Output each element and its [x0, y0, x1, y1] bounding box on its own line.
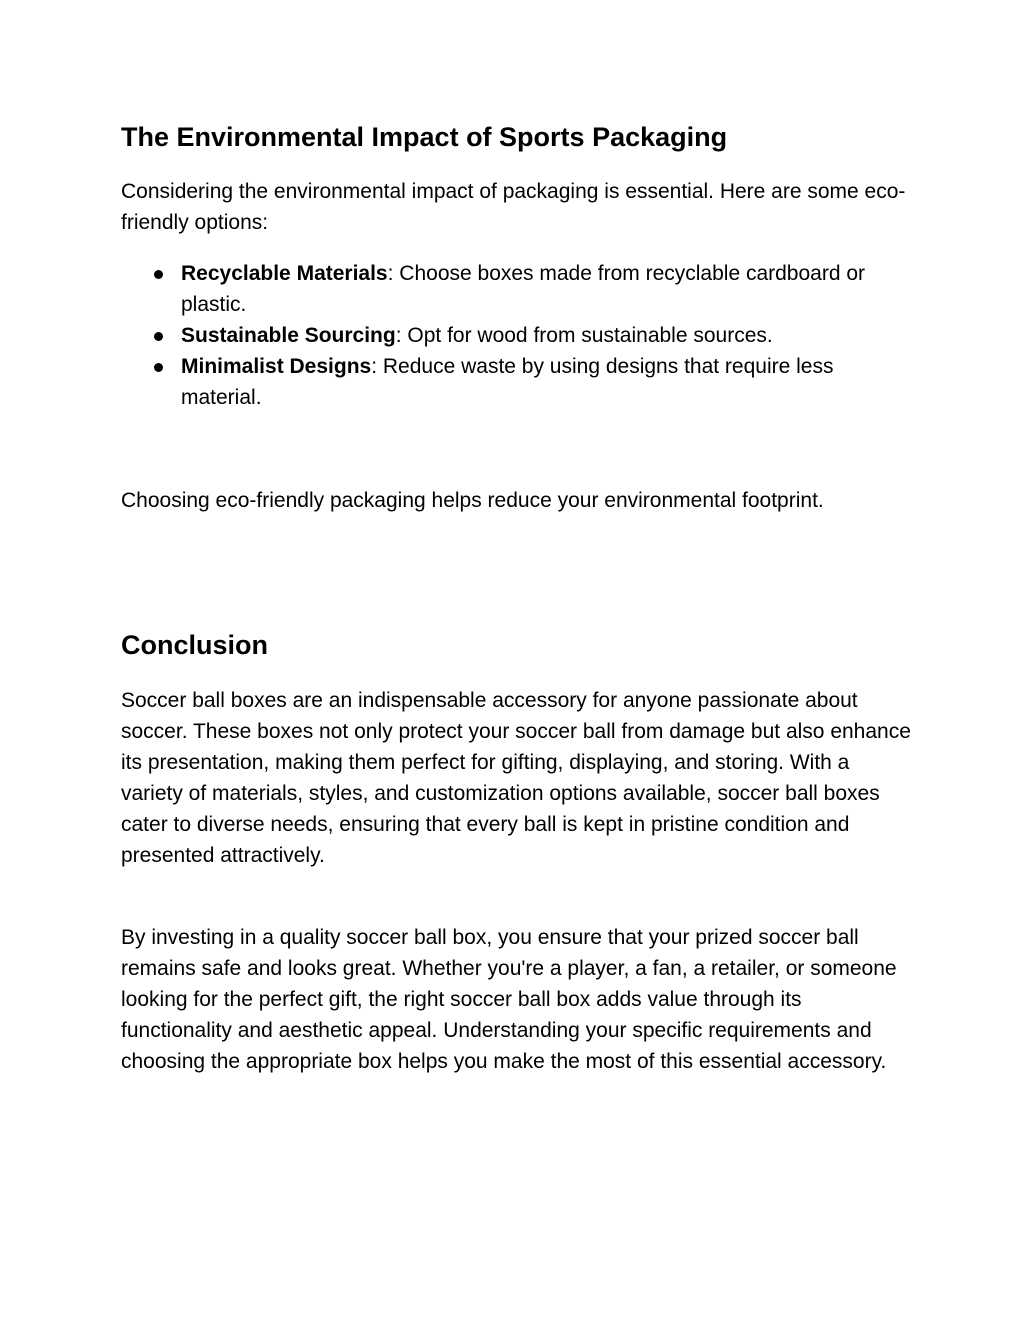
- list-item: [121, 320, 881, 351]
- intro-paragraph: Considering the environmental impact of packaging is essential. Here are some eco-friendly options:: [121, 180, 906, 234]
- option-term: Minimalist Designs: [181, 355, 372, 378]
- list-item: [121, 351, 881, 413]
- eco-closing-paragraph: Choosing eco-friendly packaging helps reduce your environmental footprint.: [121, 489, 824, 512]
- list-item: [121, 258, 881, 320]
- section-heading-conclusion: Conclusion: [121, 630, 268, 660]
- option-term: Sustainable Sourcing: [181, 324, 396, 347]
- eco-options-list: [121, 258, 911, 413]
- conclusion-paragraph-1: Soccer ball boxes are an indispensable accessory for anyone passionate about soccer. These boxes not only protect your soccer ball from damage but also enhance its presentation, making them perfect for gifting, displaying, and storing. With a variety of materials, styles, and customization options available, soccer ball boxes cater to diverse needs, ensuring that every ball is kept in pristine condition and presented attractively.: [121, 689, 911, 867]
- section-heading-environmental-impact: The Environmental Impact of Sports Packaging: [121, 122, 728, 152]
- conclusion-paragraph-2: By investing in a quality soccer ball box, you ensure that your prized soccer ball remains safe and looks great. Whether you're a player, a fan, a retailer, or someone looking for the perfect gift, the right soccer ball box adds value through its functionality and aesthetic appeal. Understanding your specific requirements and choosing the appropriate box helps you make the most of this essential accessory.: [121, 926, 897, 1073]
- bullet-icon: [154, 332, 163, 341]
- option-term: Recyclable Materials: [181, 262, 388, 285]
- option-text: : Choose boxes made from recyclable cardboard or plastic.: [181, 262, 866, 316]
- bullet-icon: [154, 270, 163, 279]
- option-text: : Opt for wood from sustainable sources.: [395, 324, 773, 347]
- bullet-icon: [154, 363, 163, 372]
- option-text: : Reduce waste by using designs that require less material.: [181, 355, 834, 409]
